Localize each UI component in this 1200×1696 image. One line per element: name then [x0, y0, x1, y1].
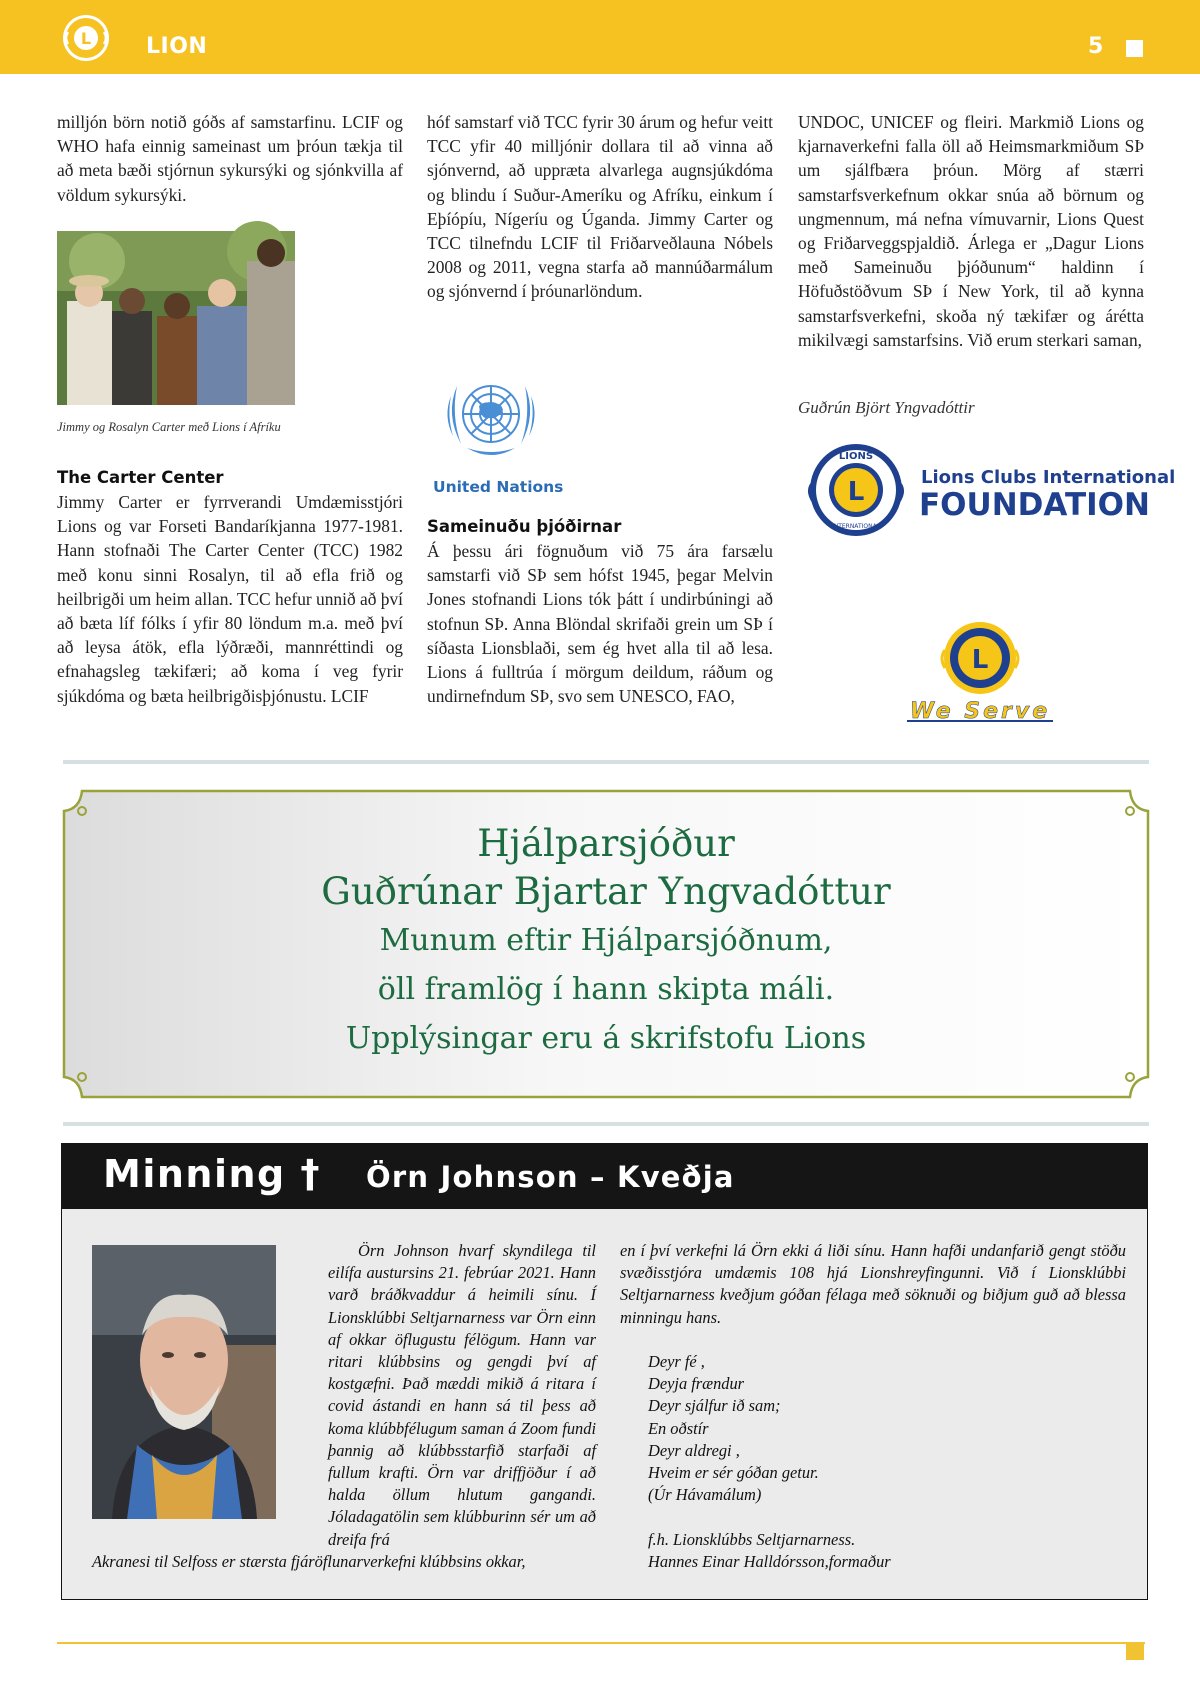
column-2-section	[427, 515, 773, 708]
fund-text	[62, 820, 1150, 1063]
un-label: United Nations	[433, 478, 564, 496]
memorial-subtitle: Örn Johnson – Kveðja	[366, 1160, 735, 1194]
lions-emblem-icon	[62, 14, 110, 62]
we-serve-logo	[905, 620, 1055, 725]
page-header	[0, 0, 1200, 74]
memorial-title: Minning †	[103, 1152, 321, 1196]
lcif-line-1: Lions Clubs International	[921, 467, 1176, 488]
lcif-logo	[800, 440, 1176, 540]
section-heading-un: Sameinuðu þjóðirnar	[427, 517, 622, 536]
svg-text:L: L	[847, 477, 865, 507]
un-emblem-icon	[427, 366, 555, 470]
poem-line: Deyr fé ,	[648, 1352, 705, 1371]
memorial-signoff-2: Hannes Einar Halldórsson,formaður	[648, 1551, 891, 1571]
header-square	[1126, 40, 1143, 57]
photo-caption: Jimmy og Rosalyn Carter með Lions í Afríku	[57, 420, 281, 434]
portrait-photo	[92, 1245, 276, 1519]
col1-paragraph-2: Jimmy Carter er fyrrverandi Umdæmisstjóri Lions og var Forseti Bandaríkjanna 1977-1981. Hann stofnaði The Carter Center (TCC) 1982 með konu sinni Rosalyn, til að efla frið og heilbrigði um heim allan. TCC hefur unnið að því að bæta líf fólks í yfir 80 löndum m.a. með því að leysa átök, efla lýðræði, mannréttindi og efnahagsleg tækifæri; að koma í veg fyrir sjúkdóma og bæta heilbrigðisþjónustu. LCIF	[57, 492, 403, 706]
magazine-title: LION	[146, 34, 208, 59]
memorial-signoff-1: f.h. Lionsklúbbs Seltjarnarness.	[648, 1529, 856, 1549]
memorial-paragraph-1-end: Akranesi til Selfoss er stærsta fjáröflunarverkefni klúbbsins okkar,	[92, 1552, 526, 1571]
poem-line: Hveim er sér góðan getur.	[648, 1463, 819, 1483]
svg-text:L: L	[971, 645, 989, 675]
carter-photo	[57, 231, 295, 405]
page-number: 5	[1088, 34, 1104, 59]
column-1-section	[57, 466, 403, 708]
memorial-header	[61, 1143, 1148, 1209]
poem-line: (Úr Hávamálum)	[648, 1485, 762, 1505]
col2-paragraph-2: Á þessu ári fögnuðum við 75 ára farsælu samstarfi við SÞ sem hófst 1945, þegar Melvin Jones stofnandi Lions tók þátt í undirbúningi að stofnun SÞ. Anna Blöndal skrifaði grein um SÞ í síðasta Lionsblaði, sem ég hvet alla til að lesa. Lions á fulltrúa í mörgum deildum, ráðum og undirnefndum SÞ, svo sem UNESCO, FAO,	[427, 541, 773, 707]
fund-line-3: Munum eftir Hjálparsjóðnum,	[379, 923, 833, 958]
we-serve-text: We Serve	[909, 699, 1051, 724]
footer-square	[1126, 1642, 1144, 1660]
poem-line: En oðstír	[648, 1418, 709, 1438]
poem-line: Deyr aldregi ,	[648, 1440, 740, 1460]
fund-line-5: Upplýsingar eru á skrifstofu Lions	[345, 1021, 867, 1056]
col1-paragraph-1: milljón börn notið góðs af samstarfinu. LCIF og WHO hafa einnig sameinast um þróun tækja til að meta bæði stjórnun sykursýki og sjónkvilla af völdum sykursýki.	[57, 112, 403, 205]
signature: Guðrún Björt Yngvadóttir	[798, 398, 975, 417]
fund-line-4: öll framlög í hann skipta máli.	[377, 972, 835, 1007]
lcif-ring-bottom: INTERNATIONAL	[831, 523, 881, 530]
column-3	[798, 110, 1144, 352]
poem-line: Deyja frændur	[648, 1374, 745, 1394]
fund-line-1: Hjálparsjóður	[477, 822, 735, 865]
col3-paragraph-1: UNDOC, UNICEF og fleiri. Markmið Lions og kjarnaverkefni falla öll að Heimsmarkmiðum SÞ um sjálfbæra þróun. Mörg af stærri samstarfsverkefnum okkar snúa að börnum og ungmennum, má nefna vímuvarnir, Lions Quest og Friðarveggspjaldið. Árlega er „Dagur Lions með Sameinuðu þjóðunum“ haldinn í Höfuðstöðvum SÞ í New York, til að kynna samstarfsverkefni, skoða ný tækifær og árétta mikilvægi samstarfsins. Við erum sterkari saman,	[798, 112, 1144, 350]
col2-paragraph-1: hóf samstarf við TCC fyrir 30 árum og hefur veitt TCC yfir 40 milljónir dollara til að vinna að sjónvernd, að uppræta alvarlega augnsjúkdóma og blindu í Suður-Ameríku og Afríku, einkum í Eþíópíu, Nígeríu og Úganda. Jimmy Carter og TCC tilnefndu LCIF til Friðarveðlauna Nóbels 2008 og 2011, vegna starfa að mannúðarmálum og sjónvernd í þróunarlöndum.	[427, 112, 773, 302]
divider-bottom	[63, 1122, 1149, 1126]
footer-line	[57, 1642, 1145, 1644]
lcif-ring-text: LIONS	[838, 451, 874, 462]
memorial-paragraph-1: Örn Johnson hvarf skyndilega til eilífa austursins 21. febrúar 2021. Hann varð bráðkvaddur á heimili sínu. Í Lionsklúbbi Seltjarnarness var Örn einn af okkar öflugustu félögum. Hann var ritari klúbbsins og gengdi því af kostgæfni. Það mæddi mikið á ritara í covid ástandi en hann sá til þess að koma klúbbfélugum saman á Zoom fundi þannig að klúbbsstarfið starfaði af fullum krafti. Örn var driffjöður í að halda öllum hlutum gangandi. Jóladagatölin sem klúbburinn sér um að dreifa frá	[328, 1241, 596, 1549]
fund-line-2: Guðrúnar Bjartar Yngvadóttur	[321, 870, 891, 913]
poem-line: Deyr sjálfur ið sam;	[648, 1396, 781, 1416]
memorial-poem	[648, 1351, 891, 1573]
memorial-paragraph-2: en í því verkefni lá Örn ekki á liði sínu. Hann hafði undanfarið gengt stöðu svæðisstjóra umdæmis 108 hjá Lionshreyfingunni. Við í Lionsklúbbi Seltjarnarness kveðjum góðan félaga með söknuði og biðjum guð að blessa minningu hans.	[620, 1241, 1126, 1327]
svg-text:L: L	[80, 29, 92, 48]
poem-spacer	[648, 1506, 891, 1528]
column-1	[57, 110, 403, 207]
column-2	[427, 110, 773, 304]
section-heading-carter: The Carter Center	[57, 468, 224, 487]
divider-top	[63, 760, 1149, 764]
lcif-line-2: FOUNDATION	[919, 487, 1150, 523]
